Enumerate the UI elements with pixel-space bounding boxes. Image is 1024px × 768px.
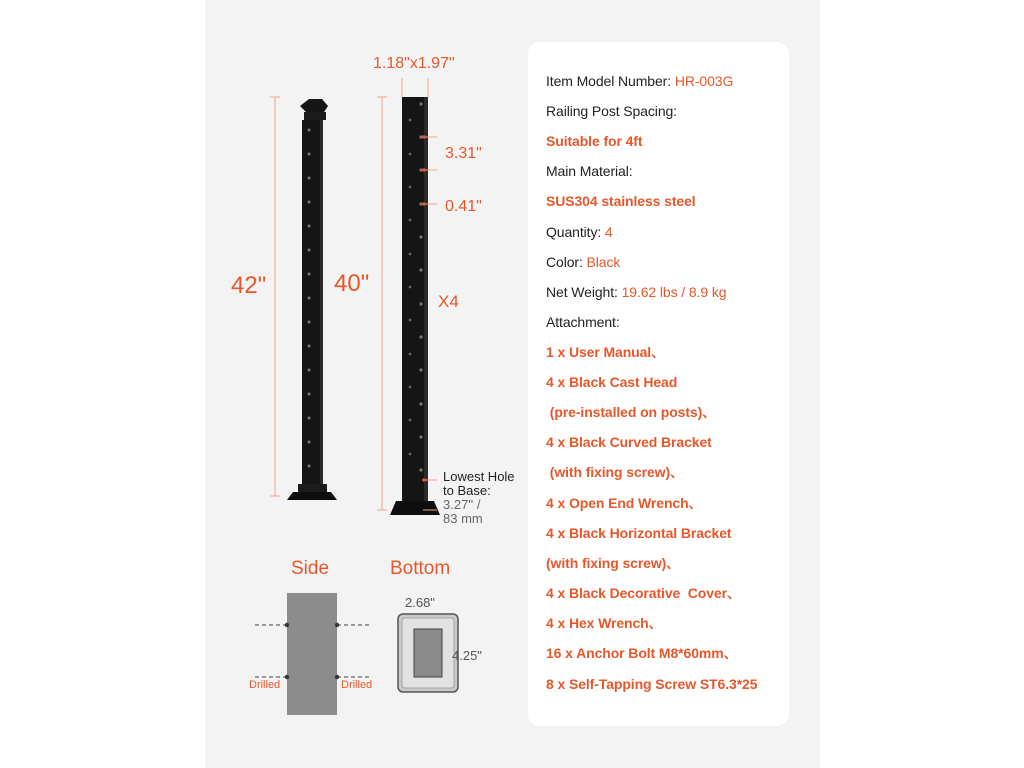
post-with-head	[287, 99, 337, 500]
drilled-left-label: Drilled	[249, 679, 281, 691]
dimension-42-line	[270, 97, 280, 496]
attachment-item: 4 x Black Curved Bracket	[546, 434, 712, 450]
spec-model: Item Model Number: HR-003G	[546, 73, 734, 89]
drilled-right-label: Drilled	[341, 679, 373, 691]
bottom-view-base	[398, 614, 458, 692]
attachment-item: 8 x Self-Tapping Screw ST6.3*25	[546, 676, 758, 692]
hole-spacing-label: 3.31"	[445, 145, 482, 162]
attachment-item: 1 x User Manual、	[546, 344, 665, 360]
base-width-label: 2.68"	[405, 595, 435, 610]
spec-color: Color: Black	[546, 254, 621, 270]
hole-diameter-label: 0.41"	[445, 198, 482, 215]
base-length-label: 4.25"	[452, 648, 482, 663]
height-40-label: 40"	[334, 270, 370, 297]
height-42-label: 42"	[231, 272, 267, 299]
attachment-item: 4 x Open End Wrench、	[546, 495, 703, 511]
quantity-value: 4	[604, 224, 613, 240]
attachment-item: (pre-installed on posts)、	[546, 404, 717, 420]
side-view-title: Side	[291, 558, 330, 579]
spec-spacing-label: Railing Post Spacing:	[546, 103, 677, 119]
attachment-item: 16 x Anchor Bolt M8*60mm、	[546, 645, 738, 661]
attachment-item: 4 x Black Decorative Cover、	[546, 585, 741, 601]
attachment-item: 4 x Black Cast Head	[546, 374, 678, 390]
top-size-label: 1.18"x1.97"	[373, 55, 455, 72]
bottom-view-title: Bottom	[390, 558, 451, 579]
spec-spacing-value: Suitable for 4ft	[546, 133, 643, 149]
lowest-hole-value	[443, 498, 483, 526]
spec-card	[528, 42, 789, 726]
spec-quantity: Quantity: 4	[546, 224, 613, 240]
lowest-hole-line-4: 83 mm	[443, 511, 483, 526]
attachment-item: 4 x Hex Wrench、	[546, 615, 663, 631]
spec-weight: Net Weight: 19.62 lbs / 8.9 kg	[546, 284, 727, 300]
dimension-40-line	[377, 97, 387, 510]
lowest-hole-line-2: to Base:	[443, 483, 491, 498]
side-view-post	[287, 593, 337, 715]
lowest-hole-line-3: 3.27'' /	[443, 497, 481, 512]
weight-value: 19.62 lbs / 8.9 kg	[621, 284, 727, 300]
quantity-mark: X4	[438, 292, 459, 311]
color-value: Black	[586, 254, 621, 270]
attachment-item: 4 x Black Horizontal Bracket	[546, 525, 732, 541]
attachment-item: (with fixing screw)、	[546, 555, 681, 571]
attachment-item: (with fixing screw)、	[546, 464, 684, 480]
post-plain	[390, 78, 440, 515]
spec-material-label: Main Material:	[546, 163, 633, 179]
lowest-hole-note	[443, 470, 515, 498]
spec-attachment-label: Attachment:	[546, 314, 620, 330]
model-value: HR-003G	[674, 73, 734, 89]
lowest-hole-line-1: Lowest Hole	[443, 469, 515, 484]
spec-material-value: SUS304 stainless steel	[546, 193, 696, 209]
